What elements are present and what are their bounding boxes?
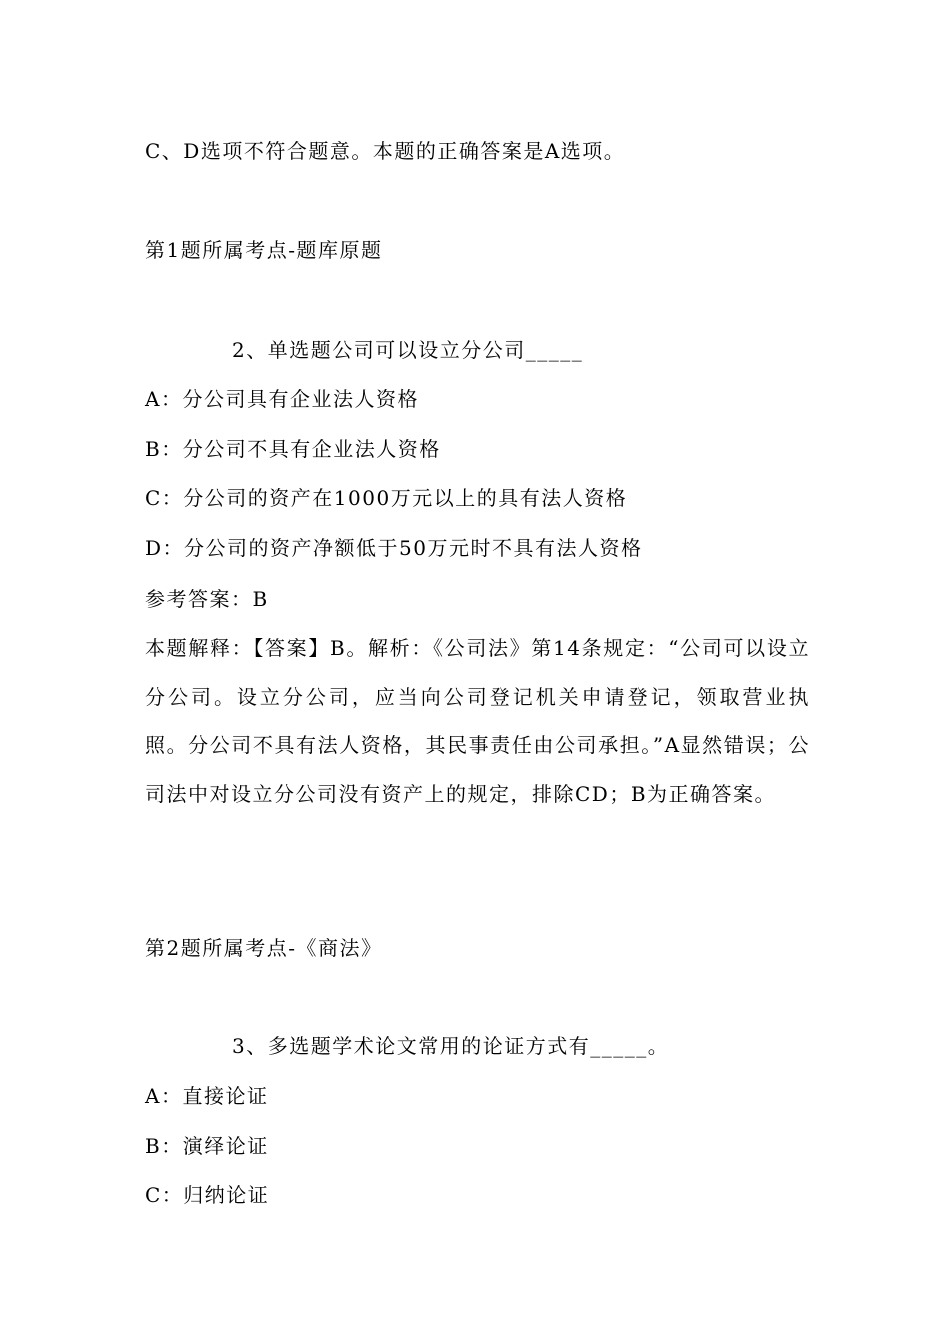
q3-option-c: C：归纳论证 — [145, 1183, 270, 1207]
q1-topic: 第1题所属考点-题库原题 — [145, 238, 383, 262]
q3-option-b: B：演绎论证 — [145, 1134, 269, 1158]
q2-option-a: A：分公司具有企业法人资格 — [145, 387, 419, 411]
q3-heading: 3、多选题学术论文常用的论证方式有_____。 — [232, 1034, 670, 1058]
q3-option-a: A：直接论证 — [145, 1084, 269, 1108]
q2-option-c: C：分公司的资产在1000万元以上的具有法人资格 — [145, 486, 628, 510]
q2-explanation: 本题解释：【答案】B。解析：《公司法》第14条规定：“公司可以设立分公司。设立分公司，应当向公司登记机关申请登记，领取营业执照。分公司不具有法人资格，其民事责任由公司承担。”A显然错误；公司法中对设立分公司没有资产上的规定，排除CD；B为正确答案。 — [145, 636, 810, 806]
q2-answer: 参考答案：B — [145, 587, 269, 611]
q1-explanation-end: C、D选项不符合题意。本题的正确答案是A选项。 — [145, 139, 626, 163]
q2-heading: 2、单选题公司可以设立分公司_____ — [232, 338, 584, 362]
q2-option-b: B：分公司不具有企业法人资格 — [145, 437, 441, 461]
q2-option-d: D：分公司的资产净额低于50万元时不具有法人资格 — [145, 536, 643, 560]
q2-topic: 第2题所属考点-《商法》 — [145, 936, 383, 960]
